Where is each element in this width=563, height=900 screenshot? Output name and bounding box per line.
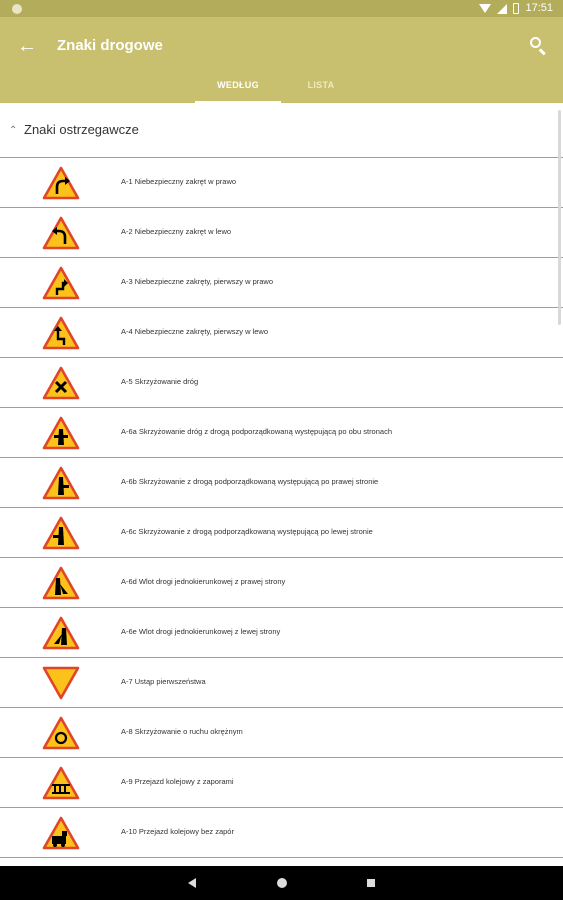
battery-icon: [513, 3, 519, 14]
sign-label: A-3 Niebezpieczne zakręty, pierwszy w prawo: [121, 277, 274, 286]
app-bar: [0, 17, 563, 103]
nav-back-icon[interactable]: [188, 878, 196, 888]
railway-barrier-icon: [42, 766, 80, 800]
side-road-left-icon: [42, 516, 80, 550]
list-item[interactable]: [0, 308, 563, 358]
sign-list: [0, 158, 563, 858]
sign-label: A-7 Ustąp pierwszeństwa: [121, 677, 206, 686]
tab-bar: [195, 75, 361, 103]
search-icon[interactable]: [529, 36, 549, 56]
roundabout-icon: [42, 716, 80, 750]
back-arrow-icon[interactable]: ←: [17, 35, 37, 57]
list-item[interactable]: [0, 708, 563, 758]
give-way-icon: [42, 666, 80, 700]
nav-home-icon[interactable]: [277, 878, 287, 888]
status-bar: [0, 0, 563, 17]
tab-groups[interactable]: WEDŁUG: [195, 75, 281, 103]
curve-right-icon: [42, 166, 80, 200]
status-time: 17:51: [525, 2, 553, 14]
chevron-up-icon: ⌃: [9, 125, 18, 136]
list-item[interactable]: [0, 258, 563, 308]
sign-label: A-9 Przejazd kolejowy z zaporami: [121, 777, 234, 786]
sign-label: A-8 Skrzyżowanie o ruchu okrężnym: [121, 727, 243, 736]
wifi-icon: [479, 4, 491, 13]
list-item[interactable]: [0, 808, 563, 858]
sign-label: A-10 Przejazd kolejowy bez zapór: [121, 827, 234, 836]
oneway-inlet-right-icon: [42, 566, 80, 600]
sign-label: A-6a Skrzyżowanie dróg z drogą podporządkowaną występującą po obu stronach: [121, 427, 392, 436]
list-item[interactable]: [0, 208, 563, 258]
list-item[interactable]: [0, 508, 563, 558]
list-item[interactable]: [0, 608, 563, 658]
list-item[interactable]: [0, 658, 563, 708]
navigation-bar: [0, 866, 563, 900]
sign-label: A-1 Niebezpieczny zakręt w prawo: [121, 177, 237, 186]
group-header[interactable]: [0, 103, 563, 158]
side-road-right-icon: [42, 466, 80, 500]
railway-no-barrier-icon: [42, 816, 80, 850]
list-item[interactable]: [0, 358, 563, 408]
scrollbar[interactable]: [558, 110, 561, 325]
sign-label: A-4 Niebezpieczne zakręty, pierwszy w lewo: [121, 327, 269, 336]
signal-icon: [497, 4, 507, 14]
sign-label: A-6e Wlot drogi jednokierunkowej z lewej strony: [121, 627, 281, 636]
sign-label: A-2 Niebezpieczny zakręt w lewo: [121, 227, 232, 236]
double-curve-left-icon: [42, 316, 80, 350]
double-curve-right-icon: [42, 266, 80, 300]
sign-label: A-6b Skrzyżowanie z drogą podporządkowaną występującą po prawej stronie: [121, 477, 379, 486]
group-label: Znaki ostrzegawcze: [24, 122, 139, 137]
nav-recents-icon[interactable]: [367, 879, 375, 887]
oneway-inlet-left-icon: [42, 616, 80, 650]
sign-label: A-6d Wlot drogi jednokierunkowej z prawej strony: [121, 577, 286, 586]
list-item[interactable]: [0, 158, 563, 208]
list-item[interactable]: [0, 458, 563, 508]
sign-label: A-5 Skrzyżowanie dróg: [121, 377, 199, 386]
page-title: Znaki drogowe: [57, 37, 163, 54]
curve-left-icon: [42, 216, 80, 250]
list-item[interactable]: [0, 758, 563, 808]
notification-icon: [12, 4, 22, 14]
crossroads-icon: [42, 366, 80, 400]
sign-label: A-6c Skrzyżowanie z drogą podporządkowaną występującą po lewej stronie: [121, 527, 373, 536]
list-item[interactable]: [0, 558, 563, 608]
priority-crossroads-icon: [42, 416, 80, 450]
tab-list[interactable]: LISTA: [307, 80, 335, 90]
list-item[interactable]: [0, 408, 563, 458]
